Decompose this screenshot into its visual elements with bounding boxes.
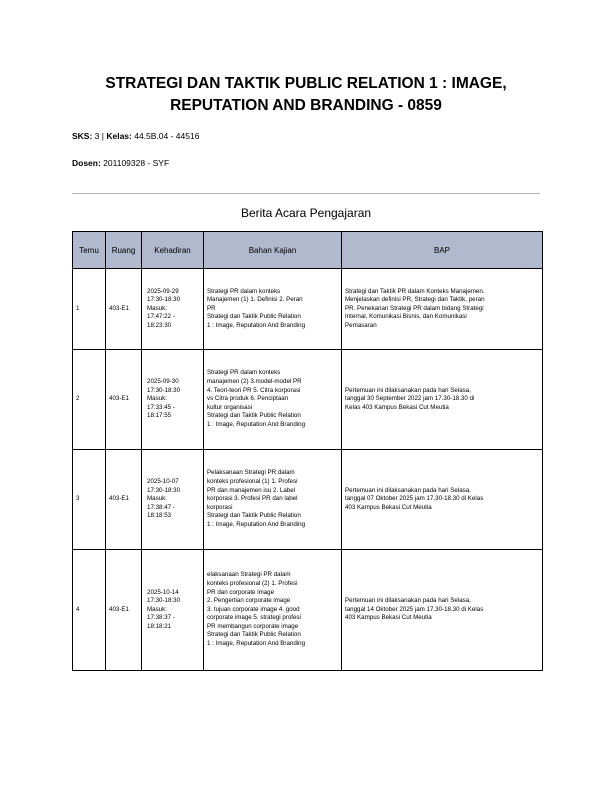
table-row <box>73 550 543 671</box>
bahan-line: Strategi dan Taktik Public Relation <box>207 313 301 321</box>
bap-table <box>72 231 543 671</box>
kehadiran-date: 2025-09-29 <box>147 287 179 295</box>
dosen-label: Dosen: <box>72 158 101 168</box>
bahan-line: Strategi dan Taktik Public Relation <box>207 512 301 520</box>
sks-value: 3 | <box>92 131 107 141</box>
bap-line: PR. Penekanan Strategi PR dalam bidang Strategi <box>345 304 484 312</box>
bap-line: tanggal 07 Oktober 2025 jam 17.30-18.30 di Kelas <box>345 495 484 503</box>
lecturer-meta <box>72 158 169 168</box>
kehadiran-masuk-start: 17:38:47 - <box>147 503 175 511</box>
kehadiran-masuk-start: 17:47:22 - <box>147 313 175 321</box>
ruang-cell: 403-E1 <box>106 269 142 350</box>
bahan-line: Strategi PR dalam konteks <box>207 287 281 295</box>
bahan-line: vs Citra produk 6. Penciptaan <box>207 395 289 403</box>
bap-cell <box>342 450 543 550</box>
bap-line: Pertemuan ini dilaksanakan pada hari Selasa, <box>345 386 471 394</box>
kehadiran-masuk-end: 18:17:55 <box>147 412 172 420</box>
bahan-line: PR dan manajemen isu 2. Label <box>207 486 296 494</box>
column-header-ruang: Ruang <box>106 232 142 269</box>
bahan-line: korporasi <box>207 503 233 511</box>
bahan-line: corporate image 5. strategi profesi <box>207 614 301 622</box>
bahan-line: PR membangun corporate image <box>207 622 299 630</box>
bahan-line: konteks profesional (1) 1. Profesi <box>207 478 298 486</box>
bap-line: Pertemuan ini dilaksanakan pada hari Selasa, <box>345 597 471 605</box>
kehadiran-masuk-end: 18:23:30 <box>147 321 172 329</box>
bap-line: Internal, Komunikasi Bisnis, dan Komunikasi <box>345 313 467 321</box>
bap-line: Kelas 403 Kampus Bekasi Cut Meutia <box>345 403 449 411</box>
table-header-row <box>73 232 543 269</box>
temu-cell: 2 <box>73 350 106 450</box>
kehadiran-masuk-label: Masuk: <box>147 395 167 403</box>
bahan-line: 1 : Image, Reputation And Branding <box>207 420 306 428</box>
bahan-line: Manajemen (1) 1. Definisi 2. Peran <box>207 296 303 304</box>
bahan-line: 1 : Image, Reputation And Branding <box>207 321 306 329</box>
page-title-line-1: STRATEGI DAN TAKTIK PUBLIC RELATION 1 : IMAGE, <box>105 75 507 92</box>
bahan-line: manajemen (2) 3.model-model PR <box>207 378 302 386</box>
course-meta <box>72 131 199 141</box>
bahan-line: Pelaksanaan Strategi PR dalam <box>207 469 295 477</box>
bahan-line: kultur organisasi <box>207 403 253 411</box>
bahan-line: 1 : Image, Reputation And Branding <box>207 640 306 648</box>
divider <box>72 193 540 194</box>
bahan-line: 2. Pengertian corporate image <box>207 597 291 605</box>
temu-cell: 1 <box>73 269 106 350</box>
column-header-temu: Temu <box>73 232 106 269</box>
bahan-line: 1 : Image, Reputation And Branding <box>207 520 306 528</box>
kehadiran-time: 17:30-18:30 <box>147 296 181 304</box>
bahan-kajian-cell <box>204 550 342 671</box>
kehadiran-masuk-label: Masuk: <box>147 304 167 312</box>
kehadiran-cell <box>142 450 204 550</box>
sks-label: SKS: <box>72 131 93 141</box>
kehadiran-masuk-label: Masuk: <box>147 605 167 613</box>
kehadiran-masuk-start: 17:33:45 - <box>147 403 175 411</box>
column-header-bap: BAP <box>342 232 543 269</box>
bahan-line: Strategi PR dalam konteks <box>207 369 281 377</box>
table-row <box>73 269 543 350</box>
kehadiran-time: 17:30-18:30 <box>147 486 181 494</box>
kehadiran-date: 2025-09-30 <box>147 378 179 386</box>
bap-line: Pertemuan ini dilaksanakan pada hari Selasa, <box>345 486 471 494</box>
kehadiran-masuk-label: Masuk: <box>147 495 167 503</box>
bap-line: Pemasaran <box>345 321 377 329</box>
kehadiran-cell <box>142 350 204 450</box>
kelas-label: Kelas: <box>106 131 132 141</box>
bahan-kajian-cell <box>204 269 342 350</box>
bahan-line: 3. tujuan corporate image 4. good <box>207 605 300 613</box>
kehadiran-masuk-end: 18:18:21 <box>147 622 172 630</box>
kelas-value: 44.5B.04 - 44516 <box>131 131 200 141</box>
bahan-line: Strategi dan Taktik Public Relation <box>207 631 301 639</box>
table-row <box>73 450 543 550</box>
page-title-line-2: REPUTATION AND BRANDING - 0859 <box>170 97 442 114</box>
kehadiran-masuk-end: 18:18:53 <box>147 512 172 520</box>
kehadiran-cell <box>142 550 204 671</box>
bahan-line: konteks profesional (2) 1. Profesi <box>207 579 298 587</box>
temu-cell: 3 <box>73 450 106 550</box>
kehadiran-masuk-start: 17:38:37 - <box>147 614 175 622</box>
bahan-line: Strategi dan Taktik Public Relation <box>207 412 301 420</box>
bap-cell <box>342 350 543 450</box>
column-header-kehadiran: Kehadiran <box>142 232 204 269</box>
bahan-kajian-cell <box>204 450 342 550</box>
table-row <box>73 350 543 450</box>
dosen-value: 201109328 - SYF <box>100 158 170 168</box>
column-header-bahan-kajian: Bahan Kajian <box>204 232 342 269</box>
bahan-line: PR <box>207 304 216 312</box>
ruang-cell: 403-E1 <box>106 350 142 450</box>
bap-cell <box>342 550 543 671</box>
bap-line: Menjelaskan definisi PR, Strategi dan Taktik, peran <box>345 296 485 304</box>
page-title <box>60 73 552 117</box>
bap-cell <box>342 269 543 350</box>
kehadiran-time: 17:30-18:30 <box>147 386 181 394</box>
bap-line: Strategi dan Taktik PR dalam Konteks Manajemen. <box>345 287 485 295</box>
kehadiran-date: 2025-10-14 <box>147 588 179 596</box>
ruang-cell: 403-E1 <box>106 450 142 550</box>
bahan-line: PR dan corporate image <box>207 588 275 596</box>
temu-cell: 4 <box>73 550 106 671</box>
bap-line: tanggal 14 Oktober 2025 jam 17.30-18.30 di Kelas <box>345 605 484 613</box>
section-title: Berita Acara Pengajaran <box>240 206 372 220</box>
bahan-line: korporasi 3. Profesi PR dan label <box>207 495 298 503</box>
bap-line: tanggal 30 September 2022 jam 17.30-18.30 di <box>345 395 475 403</box>
bap-line: 403 Kampus Bekasi Cut Meutia <box>345 614 432 622</box>
ruang-cell: 403-E1 <box>106 550 142 671</box>
kehadiran-cell <box>142 269 204 350</box>
bap-line: 403 Kampus Bekasi Cut Meutia <box>345 503 432 511</box>
kehadiran-time: 17:30-18:30 <box>147 597 181 605</box>
kehadiran-date: 2025-10-07 <box>147 478 179 486</box>
bahan-line: elaksanaan Strategi PR dalam <box>207 571 291 579</box>
bahan-line: 4. Teori-teori PR 5. Citra korporasi <box>207 386 301 394</box>
bahan-kajian-cell <box>204 350 342 450</box>
